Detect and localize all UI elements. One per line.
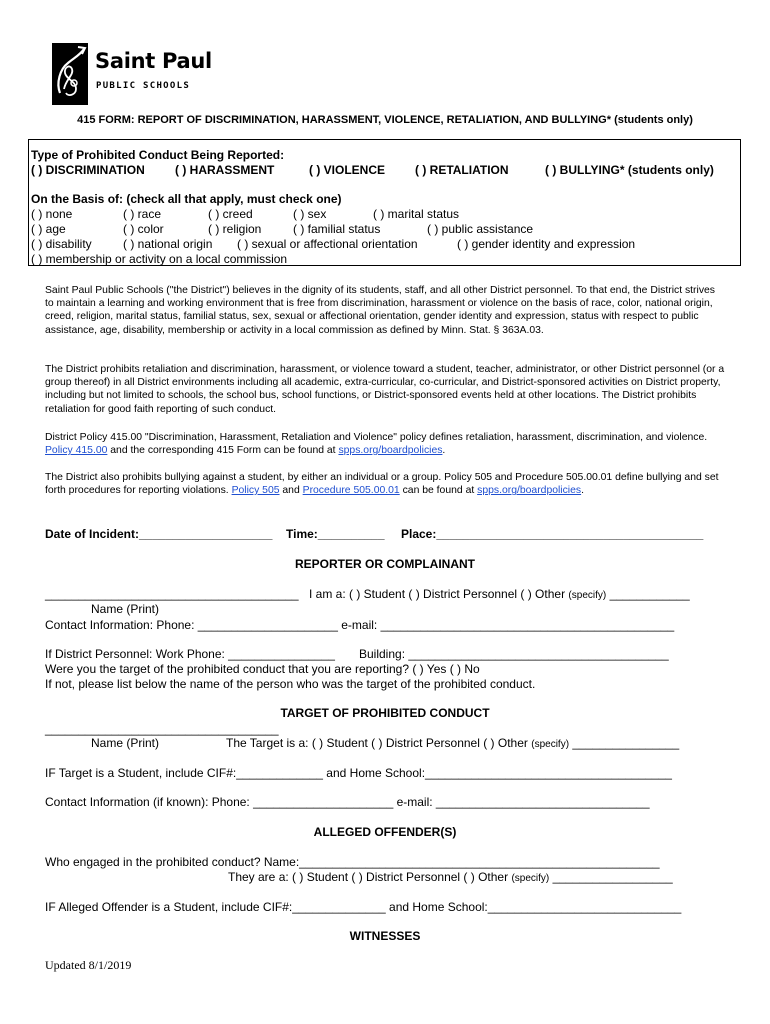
board-policies-link[interactable]: spps.org/boardpolicies <box>338 445 443 457</box>
conduct-heading: Type of Prohibited Conduct Being Reported: <box>31 148 285 162</box>
if-not-instruction: If not, please list below the name of the person who was the target of the prohibited conduct. <box>45 677 536 691</box>
paragraph-4-text-c: can be found at <box>399 485 478 497</box>
basis-national-origin[interactable]: ( ) national origin <box>123 237 213 251</box>
target-contact-field[interactable]: Contact Information (if known): Phone: _____________________ e-mail: ________________________________ <box>45 795 650 809</box>
reporter-contact-field[interactable]: Contact Information: Phone: _____________________ e-mail: ____________________________________________ <box>45 618 675 632</box>
offender-specify-label: (specify) <box>511 873 550 884</box>
basis-none[interactable]: ( ) none <box>31 207 73 221</box>
paragraph-2-text: The District prohibits retaliation and discrimination, harassment, or violence toward a student, teacher, administrator, or other District personnel (or a group thereof) in all District environments including all academic, extra-curricular, co-curricular, and District-sponsored activities on District property, including but not limited to schools, the school bus, school functions, or District-sponsored events held at other locations. The District prohibits retaliation for good faith reporting of such conduct. <box>45 364 725 415</box>
reporter-specify-field[interactable]: ____________ <box>609 587 690 601</box>
target-specify-field[interactable]: ________________ <box>572 736 680 750</box>
policy-paragraph-1: Saint Paul Public Schools ("the District") believes in the dignity of its students, staff, and all other District personnel. To that end, the District strives to maintain a learning and working environment that is free from discrimination, harassment or violence on the basis of race, color, national origin, creed, religion, marital status, familial status, sex, sexual or affectional orientation, gender identity and expression, status with respect to public assistance, age, disability, membership or activity in a local commission as defined by Minn. Stat. § 363A.03. <box>45 285 715 336</box>
target-name-caption: Name (Print) <box>91 736 160 750</box>
offender-role-text[interactable]: They are a: ( ) Student ( ) District Personnel ( ) Other <box>228 870 509 884</box>
basis-heading: On the Basis of: (check all that apply, must check one) <box>31 192 342 206</box>
spps-logo <box>52 43 212 105</box>
paragraph-4-text-a: The District also prohibits bullying against a student, by either an individual or a group. Policy 505 and Procedure 505.00.01 define bullying and set forth procedures for reporting violations. <box>45 472 719 497</box>
time-field[interactable]: Time:__________ <box>286 527 385 541</box>
paragraph-4-text-d: . <box>581 485 584 497</box>
offender-cif-field[interactable]: IF Alleged Offender is a Student, include CIF#:______________ and Home School:_____________________________ <box>45 900 682 914</box>
date-of-incident-field[interactable]: Date of Incident:____________________ <box>45 527 273 541</box>
logo-mark <box>52 43 88 105</box>
basis-local-commission[interactable]: ( ) membership or activity on a local commission <box>31 252 288 266</box>
reporter-role-options[interactable] <box>309 587 690 601</box>
basis-public-assistance[interactable]: ( ) public assistance <box>427 222 534 236</box>
building-field[interactable]: Building: _______________________________________ <box>359 647 669 661</box>
option-bullying[interactable]: ( ) BULLYING* (students only) <box>545 163 714 177</box>
policy-505-link[interactable]: Policy 505 <box>231 485 280 497</box>
target-heading: TARGET OF PROHIBITED CONDUCT <box>280 706 490 720</box>
board-policies-link-2[interactable]: spps.org/boardpolicies <box>477 485 582 497</box>
basis-race[interactable]: ( ) race <box>123 207 162 221</box>
basis-gender-identity[interactable]: ( ) gender identity and expression <box>457 237 636 251</box>
reporter-specify-label: (specify) <box>568 590 607 601</box>
target-name-field[interactable]: ___________________________________ <box>45 722 279 736</box>
procedure-505-link[interactable]: Procedure 505.00.01 <box>302 485 400 497</box>
basis-familial-status[interactable]: ( ) familial status <box>293 222 381 236</box>
work-phone-field[interactable]: If District Personnel: Work Phone: ________________ <box>45 647 335 661</box>
paragraph-3-text-b: and the corresponding 415 Form can be found at <box>107 445 339 457</box>
basis-marital-status[interactable]: ( ) marital status <box>373 207 460 221</box>
updated-date: Updated 8/1/2019 <box>45 958 132 972</box>
offender-name-field[interactable]: Who engaged in the prohibited conduct? Name:______________________________________________________ <box>45 855 660 869</box>
paragraph-3-text-c: . <box>442 445 446 457</box>
reporter-heading: REPORTER OR COMPLAINANT <box>295 557 475 571</box>
option-discrimination[interactable]: ( ) DISCRIMINATION <box>31 163 145 177</box>
reporter-name-caption: Name (Print) <box>91 602 160 616</box>
basis-age[interactable]: ( ) age <box>31 222 66 236</box>
conduct-box <box>28 139 741 266</box>
reporter-role-text[interactable]: I am a: ( ) Student ( ) District Personnel ( ) Other <box>309 587 566 601</box>
form-title: 415 FORM: REPORT OF DISCRIMINATION, HARASSMENT, VIOLENCE, RETALIATION, AND BULLYING* (students only) <box>77 114 693 126</box>
policy-paragraph-4 <box>45 471 725 497</box>
policy-415-link[interactable]: Policy 415.00 <box>45 445 108 457</box>
paragraph-4-text-b: and <box>279 485 303 497</box>
option-retaliation[interactable]: ( ) RETALIATION <box>415 163 509 177</box>
paragraph-3-text-a: District Policy 415.00 "Discrimination, Harassment, Retaliation and Violence" policy defines retaliation, harassment, discrimination, and violence. <box>45 432 708 443</box>
target-specify-label: (specify) <box>531 739 570 750</box>
option-violence[interactable]: ( ) VIOLENCE <box>309 163 386 177</box>
offender-heading: ALLEGED OFFENDER(S) <box>313 825 457 839</box>
place-field[interactable]: Place:________________________________________ <box>401 527 704 541</box>
basis-sex[interactable]: ( ) sex <box>293 207 327 221</box>
target-cif-field[interactable]: IF Target is a Student, include CIF#:_____________ and Home School:_____________________________________ <box>45 766 672 780</box>
option-harassment[interactable]: ( ) HARASSMENT <box>175 163 275 177</box>
were-target-question[interactable]: Were you the target of the prohibited conduct that you are reporting? ( ) Yes ( ) No <box>45 662 480 676</box>
policy-paragraph-3 <box>45 431 725 457</box>
witnesses-heading: WITNESSES <box>349 929 421 943</box>
policy-paragraph-2 <box>45 363 725 416</box>
logo-subtitle: PUBLIC SCHOOLS <box>96 81 191 91</box>
reporter-name-field[interactable]: ______________________________________ <box>45 587 299 601</box>
target-role-options[interactable] <box>226 736 679 750</box>
logo-name: Saint Paul <box>95 49 212 73</box>
offender-specify-field[interactable]: __________________ <box>552 870 673 884</box>
basis-sexual-orientation[interactable]: ( ) sexual or affectional orientation <box>237 237 418 251</box>
basis-color[interactable]: ( ) color <box>123 222 164 236</box>
target-role-text[interactable]: The Target is a: ( ) Student ( ) District Personnel ( ) Other <box>226 736 528 750</box>
basis-creed[interactable]: ( ) creed <box>208 207 253 221</box>
basis-religion[interactable]: ( ) religion <box>208 222 262 236</box>
basis-disability[interactable]: ( ) disability <box>31 237 92 251</box>
offender-role-options[interactable] <box>228 870 673 884</box>
